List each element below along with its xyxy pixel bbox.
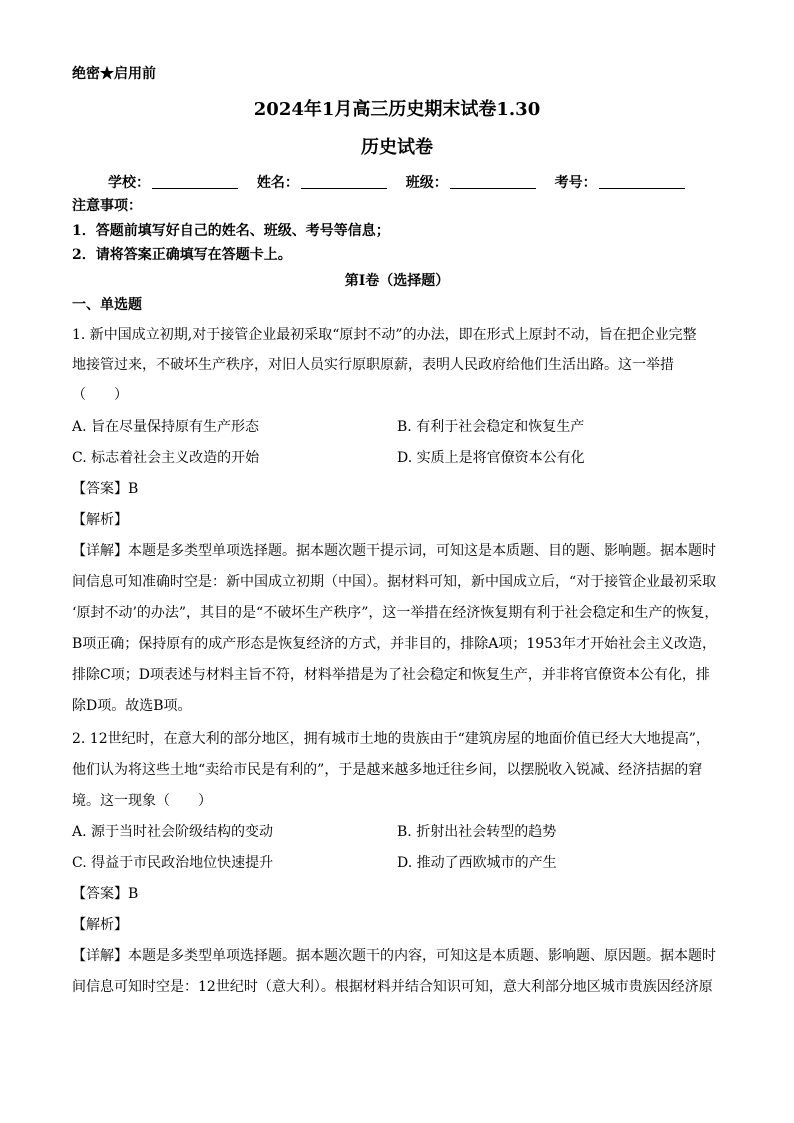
student-info-row xyxy=(108,172,699,192)
q2-answer: 【答案】B xyxy=(72,886,139,902)
q1-detail-line-4: B项正确；保持原有的成产形态是恢复经济的方式，并非目的，排除A项；1953年才开始社会主义改造， xyxy=(72,636,717,652)
q2-stem-line-3: 境。这一现象（ ） xyxy=(72,793,212,809)
q2-option-d: D. 推动了西欧城市的产生 xyxy=(397,855,557,871)
q1-detail-line-3: ‘原封不动’的办法”，其目的是“不破坏生产秩序”，这一举措在经济恢复期有利于社会稳定和生产的恢复， xyxy=(72,605,719,621)
q1-option-a: A. 旨在尽量保持原有生产形态 xyxy=(72,419,260,435)
name-blank[interactable] xyxy=(301,174,387,189)
name-label: 姓名： xyxy=(256,175,299,191)
q1-option-c: C. 标志着社会主义改造的开始 xyxy=(72,450,260,466)
q1-detail-line-6: 除D项。故选B项。 xyxy=(72,698,192,714)
class-blank[interactable] xyxy=(450,174,536,189)
q1-detail-line-2: 间信息可知准确时空是：新中国成立初期（中国）。据材料可知，新中国成立后，“对于接管企业最初采取 xyxy=(72,574,717,590)
school-label: 学校： xyxy=(108,175,150,191)
notice-heading: 注意事项： xyxy=(72,198,142,214)
exam-no-field xyxy=(555,172,685,192)
q1-analysis-label: 【解析】 xyxy=(72,512,128,528)
part-heading: 第Ⅰ卷（选择题） xyxy=(344,273,450,289)
name-field xyxy=(257,172,387,192)
school-field xyxy=(108,172,238,192)
q2-option-c: C. 得益于市民政治地位快速提升 xyxy=(72,855,274,871)
q1-stem-line-3: （ ） xyxy=(72,387,128,403)
q1-detail-line-1: 【详解】本题是多类型单项选择题。据本题次题干提示词，可知这是本质题、目的题、影响题。据本题时 xyxy=(72,543,716,559)
q1-option-d: D. 实质上是将官僚资本公有化 xyxy=(397,450,585,466)
section-heading: 一、单选题 xyxy=(72,297,142,313)
exam-no-blank[interactable] xyxy=(599,174,685,189)
page-title: 2024年1月高三历史期末试卷1.30 xyxy=(253,99,541,120)
q1-detail-line-5: 排除C项；D项表述与材料主旨不符，材料举措是为了社会稳定和恢复生产，并非将官僚资本公有化，排 xyxy=(72,667,710,683)
school-blank[interactable] xyxy=(152,174,238,189)
q2-detail-line-1: 【详解】本题是多类型单项选择题。据本题次题干的内容，可知这是本质题、影响题、原因题。据本题时 xyxy=(72,948,716,964)
q1-stem-line-1: 1. 新中国成立初期,对于接管企业最初采取“原封不动”的办法，即在形式上原封不动，旨在把企业完整 xyxy=(72,327,697,343)
class-field xyxy=(406,172,536,192)
exam-no-label: 考号： xyxy=(554,175,597,191)
q1-stem-line-2: 地接管过来，不破坏生产秩序，对旧人员实行原职原薪，表明人民政府给他们生活出路。这一举措 xyxy=(72,357,674,373)
q1-option-b: B. 有利于社会稳定和恢复生产 xyxy=(397,419,585,435)
q2-stem-line-1: 2. 12世纪时，在意大利的部分地区，拥有城市土地的贵族由于“建筑房屋的地面价值已经大大地提高”， xyxy=(72,731,710,747)
q2-stem-line-2: 他们认为将这些土地“卖给市民是有利的”，于是越来越多地迁往乡间，以摆脱收入锐减、经济拮据的窘 xyxy=(72,762,703,778)
q2-analysis-label: 【解析】 xyxy=(72,917,128,933)
secret-label: 绝密★启用前 xyxy=(72,66,156,82)
class-label: 班级： xyxy=(405,175,448,191)
q2-detail-line-2: 间信息可知时空是：12世纪时（意大利）。根据材料并结合知识可知，意大利部分地区城市贵族因经济原 xyxy=(72,979,713,995)
q1-answer: 【答案】B xyxy=(72,481,139,497)
q2-option-a: A. 源于当时社会阶级结构的变动 xyxy=(72,824,274,840)
q2-option-b: B. 折射出社会转型的趋势 xyxy=(397,824,557,840)
page-subtitle: 历史试卷 xyxy=(361,137,433,158)
notice-item-1: 1．答题前填写好自己的姓名、班级、考号等信息； xyxy=(72,223,390,239)
notice-item-2: 2．请将答案正确填写在答题卡上。 xyxy=(72,247,292,263)
